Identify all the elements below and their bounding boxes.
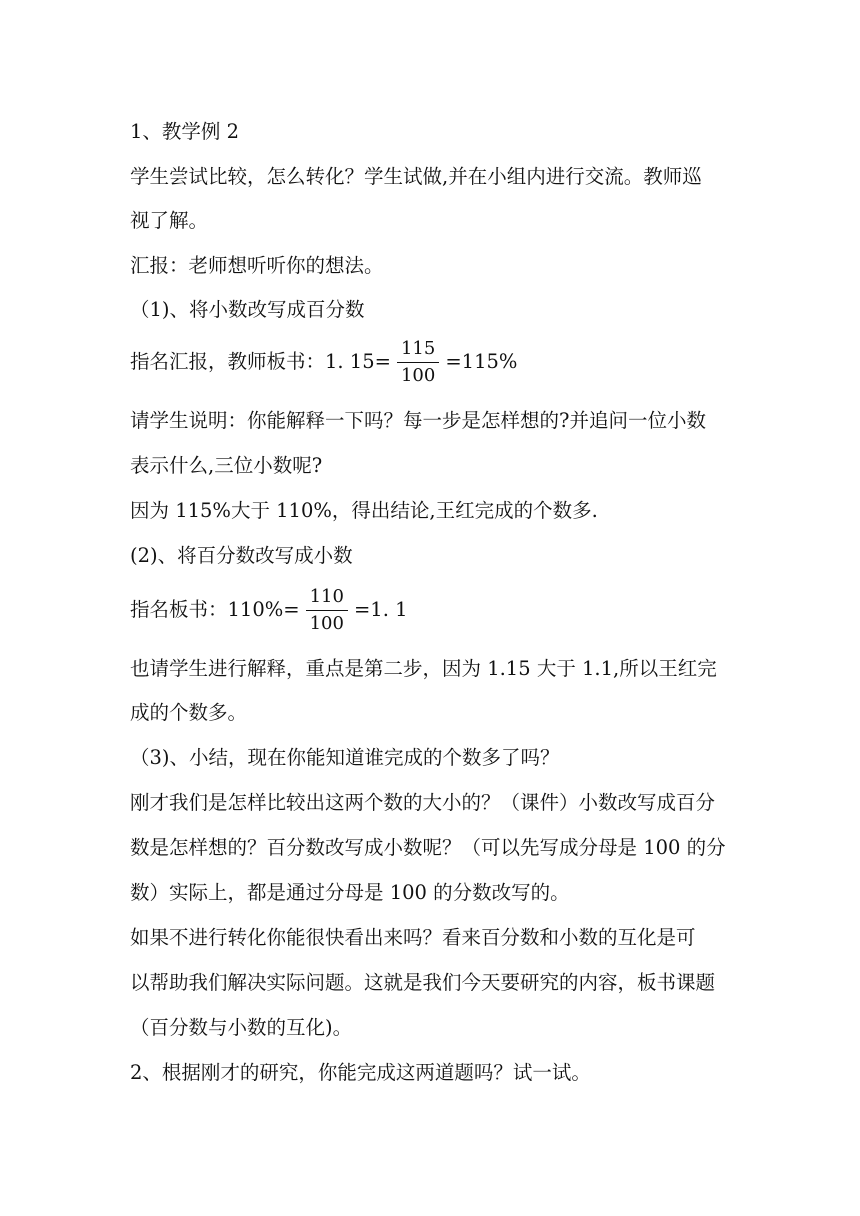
subheading-percent-to-decimal: (2)、将百分数改写成小数 [130, 544, 353, 567]
paragraph-line: 刚才我们是怎样比较出这两个数的大小的？（课件）小数改写成百分 [130, 791, 716, 814]
formula-prefix: 指名汇报，教师板书：1. 15= [130, 350, 391, 373]
paragraph-line: 视了解。 [130, 209, 209, 232]
fraction-numerator: 110 [306, 586, 348, 611]
paragraph-line: 也请学生进行解释，重点是第二步，因为 1.15 大于 1.1,所以王红完 [130, 657, 717, 680]
formula-suffix: =115% [445, 350, 518, 373]
fraction [397, 338, 439, 387]
heading-example-2: 1、教学例 2 [130, 120, 240, 143]
subheading-decimal-to-percent: （1)、将小数改写成百分数 [130, 298, 365, 321]
paragraph-line: 学生尝试比较，怎么转化？学生试做,并在小组内进行交流。教师巡 [130, 165, 702, 188]
formula-percent-to-decimal [130, 586, 740, 634]
formula-prefix: 指名板书：110%= [130, 598, 300, 621]
fraction-denominator: 100 [400, 364, 436, 386]
formula-decimal-to-percent [130, 338, 740, 386]
formula-suffix: =1. 1 [353, 598, 408, 621]
paragraph-line: 数）实际上，都是通过分母是 100 的分数改写的。 [130, 881, 570, 904]
fraction-denominator: 100 [309, 612, 344, 634]
paragraph-line: 请学生说明：你能解释一下吗？每一步是怎样想的?并追问一位小数 [130, 409, 706, 432]
paragraph-line: 成的个数多。 [130, 701, 248, 724]
fraction-numerator: 115 [397, 338, 439, 363]
fraction [306, 586, 348, 635]
heading-task-2: 2、根据刚才的研究，你能完成这两道题吗？试一试。 [130, 1061, 591, 1084]
paragraph-line: 汇报：老师想听听你的想法。 [130, 254, 384, 277]
paragraph-line: 数是怎样想的？百分数改写成小数呢？（可以先写成分母是 100 的分 [130, 836, 726, 859]
paragraph-line: 表示什么,三位小数呢? [130, 454, 323, 477]
subheading-summary: （3)、小结，现在你能知道谁完成的个数多了吗？ [130, 746, 560, 769]
paragraph-line: 因为 115%大于 110%，得出结论,王红完成的个数多. [130, 499, 598, 522]
paragraph-line: 如果不进行转化你能很快看出来吗？看来百分数和小数的互化是可 [130, 926, 696, 949]
paragraph-line: 以帮助我们解决实际问题。这就是我们今天要研究的内容，板书课题 [130, 971, 716, 994]
paragraph-line: （百分数与小数的互化)。 [130, 1016, 353, 1039]
